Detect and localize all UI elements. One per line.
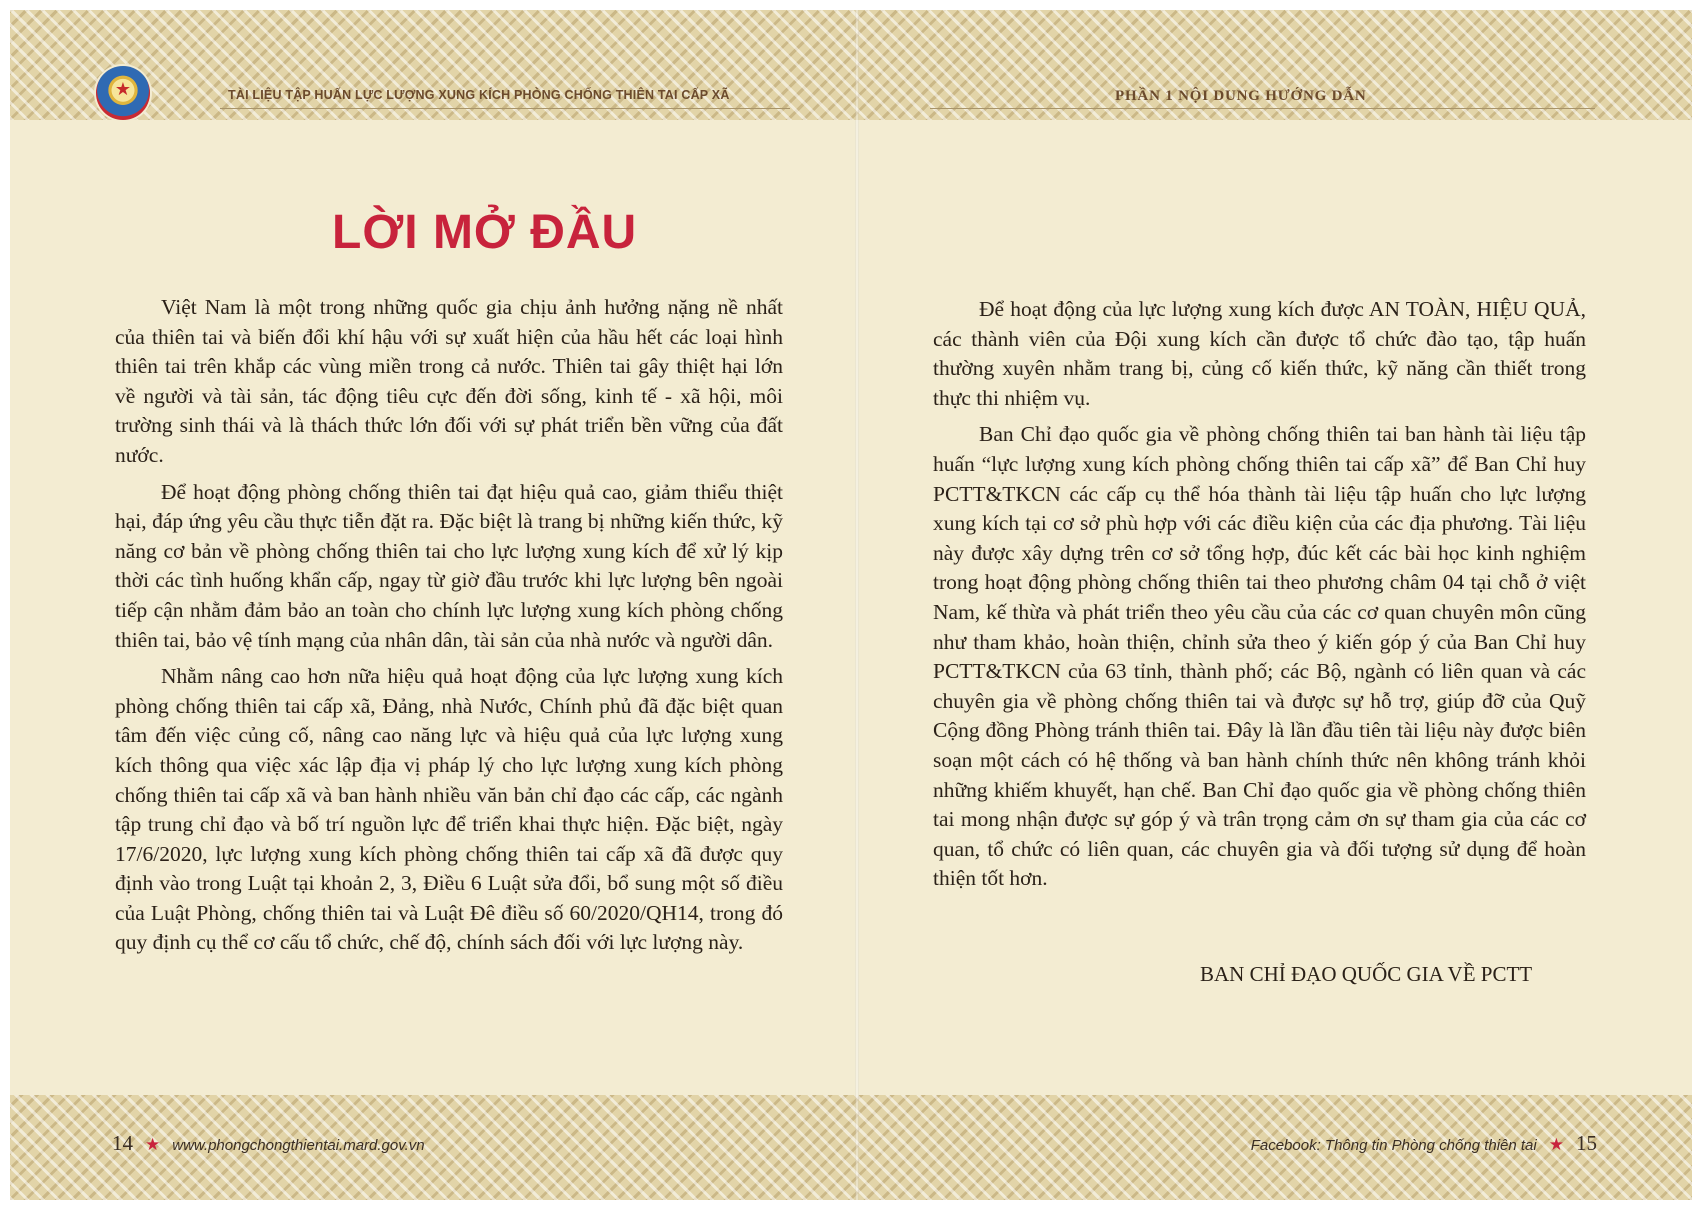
emblem-star-icon: ★	[114, 79, 132, 100]
signature-line: BAN CHỈ ĐẠO QUỐC GIA VỀ PCTT	[1200, 962, 1533, 986]
paragraph: Để hoạt động phòng chống thiên tai đạt hiệu quả cao, giảm thiểu thiệt hại, đáp ứng yêu cầu thực tiễn đặt ra. Đặc biệt là trang bị những kiến thức, kỹ năng cơ bản về phòng chống thiên tai cho lực lượng xung kích để xử lý kịp thời các tình huống khẩn cấp, ngay từ giờ đầu trước khi lực lượng bên ngoài tiếp cận nhằm đảm bảo an toàn cho chính lực lượng xung kích phòng chống thiên tai, bảo vệ tính mạng của nhân dân, tài sản của nhà nước và người dân.	[115, 479, 783, 652]
page-number-left: 14	[112, 1131, 133, 1155]
government-emblem-icon	[96, 66, 150, 120]
right-running-header: PHẦN 1 NỘI DUNG HƯỚNG DẪN	[1115, 88, 1367, 104]
left-footer	[112, 1131, 425, 1156]
right-footer	[1251, 1131, 1597, 1156]
paragraph: Việt Nam là một trong những quốc gia chịu ảnh hưởng nặng nề nhất của thiên tai và biến đổi khí hậu với sự xuất hiện của hầu hết các loại hình thiên tai trên khắp các vùng miền trong cả nước. Thiên tai gây thiệt hại lớn về người và tài sản, tác động tiêu cực đến đời sống, kinh tế - xã hội, môi trường sinh thái và là thách thức lớn đối với sự phát triển bền vững của đất nước.	[115, 295, 783, 467]
page-title: LỜI MỞ ĐẦU	[332, 206, 638, 259]
right-column-body	[933, 295, 1586, 901]
facebook-link[interactable]: Facebook: Thông tin Phòng chống thiên tai	[1250, 1137, 1537, 1154]
left-header-rule	[220, 108, 790, 109]
top-pattern-band	[10, 10, 1692, 120]
star-icon: ★	[145, 1135, 161, 1154]
paragraph: Nhằm nâng cao hơn nữa hiệu quả hoạt động của lực lượng xung kích phòng chống thiên tai cấp xã, Đảng, nhà Nước, Chính phủ đã đặc biệt quan tâm đến việc củng cố, nâng cao năng lực và hiệu quả của lực lượng xung kích thông qua việc xác lập địa vị pháp lý cho lực lượng xung kích phòng chống thiên tai cấp xã và ban hành nhiều văn bản chỉ đạo các cấp, các ngành tập trung chỉ đạo và bố trí nguồn lực để triển khai thực hiện. Đặc biệt, ngày 17/6/2020, lực lượng xung kích phòng chống thiên tai cấp xã đã được quy định vào trong Luật tại khoản 2, 3, Điều 6 Luật sửa đổi, bổ sung một số điều của Luật Phòng, chống thiên tai và Luật Đê điều số 60/2020/QH14, trong đó quy định cụ thể cơ cấu tổ chức, chế độ, chính sách đối với lực lượng này.	[115, 664, 783, 955]
page-gutter	[855, 10, 859, 1200]
book-spread	[10, 10, 1692, 1200]
paragraph: Để hoạt động của lực lượng xung kích được AN TOÀN, HIỆU QUẢ, các thành viên của Đội xung kích cần được tổ chức đào tạo, tập huấn thường xuyên nhằm trang bị, củng cố kiến thức, kỹ năng cần thiết trong thực thi nhiệm vụ.	[933, 297, 1586, 410]
right-header-rule	[930, 108, 1595, 109]
left-column-body	[115, 293, 783, 965]
website-link[interactable]: www.phongchongthientai.mard.gov.vn	[172, 1137, 425, 1154]
paragraph: Ban Chỉ đạo quốc gia về phòng chống thiên tai ban hành tài liệu tập huấn “lực lượng xung kích phòng chống thiên tai cấp xã” để Ban Chỉ huy PCTT&TKCN các cấp cụ thể hóa thành tài liệu tập huấn cho lực lượng xung kích tại cơ sở phù hợp với các điều kiện của các địa phương. Tài liệu này được xây dựng trên cơ sở tổng hợp, đúc kết các bài học kinh nghiệm trong hoạt động phòng chống thiên tai theo phương châm 04 tại chỗ ở việt Nam, kế thừa và phát triển theo yêu cầu của các cơ quan chuyên môn cũng như tham khảo, hoàn thiện, chỉnh sửa theo ý kiến góp ý của Ban Chỉ huy PCTT&TKCN của 63 tỉnh, thành phố; các Bộ, ngành có liên quan và các chuyên gia về phòng chống thiên tai và được sự hỗ trợ, giúp đỡ của Quỹ Cộng đồng Phòng tránh thiên tai. Đây là lần đầu tiên tài liệu này được biên soạn một cách có hệ thống và ban hành chính thức nên không tránh khỏi những khiếm khuyết, hạn chế. Ban Chỉ đạo quốc gia về phòng chống thiên tai mong nhận được sự góp ý và trân trọng cảm ơn sự tham gia của các cơ quan, tổ chức có liên quan, các chuyên gia và đối tượng sử dụng để hoàn thiện tốt hơn.	[933, 422, 1586, 891]
left-running-header: TÀI LIỆU TẬP HUẤN LỰC LƯỢNG XUNG KÍCH PHÒNG CHỐNG THIÊN TAI CẤP XÃ	[228, 88, 730, 102]
page-number-right: 15	[1576, 1131, 1597, 1155]
star-icon: ★	[1548, 1135, 1564, 1154]
